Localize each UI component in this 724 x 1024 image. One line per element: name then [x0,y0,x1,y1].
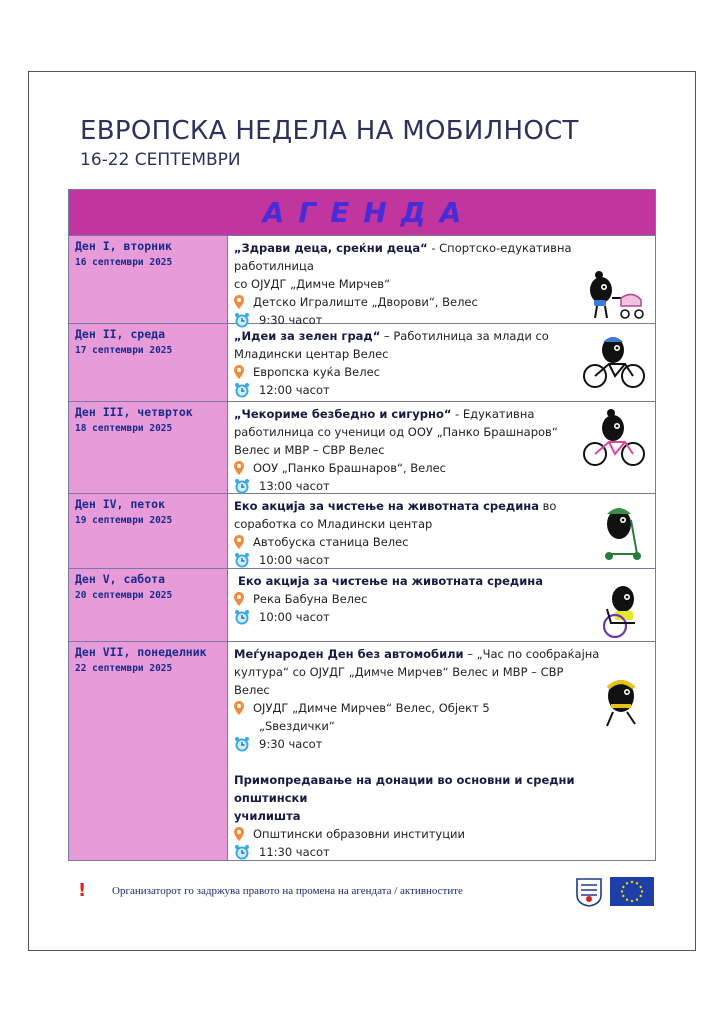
girl-with-stroller-icon [585,270,647,322]
day-date: 20 септември 2025 [75,590,173,601]
day-name: Ден III, четврток [75,405,193,419]
agenda-row [69,236,655,327]
event-cell [228,402,655,493]
event-location: Европска куќа Велес [253,365,380,379]
footer-note: Организаторот го задржува правото на промена на агендата / активностите [112,884,463,897]
day-cell [69,236,228,323]
event-time: 9:30 часот [259,313,323,327]
location-pin-icon [234,701,244,715]
event-location: ОЈУДГ „Димче Мирчев“ Велес, Објект 5 [253,701,490,715]
day-cell [69,494,228,568]
day-name: Ден I, вторник [75,239,172,253]
day-name: Ден II, среда [75,327,166,341]
alarm-clock-icon [234,382,250,398]
location-pin-icon [234,827,244,841]
day-date: 17 септември 2025 [75,345,173,356]
day-date: 22 септември 2025 [75,663,173,674]
event-desc-line: Младински центар Велес [234,347,389,361]
alarm-clock-icon [234,736,250,752]
day-date: 19 септември 2025 [75,515,173,526]
event-desc-line: со ОЈУДГ „Димче Мирчев“ [234,277,391,291]
event-time: 13:00 часот [259,479,330,493]
event-title: Еко акција за чистење на животната средина [238,574,543,588]
event-title: Меѓународен Ден без автомобили [234,647,464,661]
wheelchair-icon [597,583,647,639]
event-desc: во [539,499,557,513]
event-time: 10:00 часот [259,553,330,567]
exclamation-icon: ! [78,880,87,901]
location-pin-icon [234,535,244,549]
day-cell [69,324,228,401]
location-pin-icon [234,592,244,606]
event-time: 12:00 часот [259,383,330,397]
event-desc: – „Час по сообраќајна [463,647,600,661]
event-desc: – Работилница за млади со [380,329,549,343]
agenda-row [69,569,655,642]
agenda-row [69,642,655,860]
cyclist-icon [581,330,647,392]
footer-note-row [78,880,463,901]
location-pin-icon [234,295,244,309]
agenda-label: АГЕНДА [262,196,476,229]
event-cell [228,324,655,401]
event-title: „Идеи за зелен град“ [234,329,381,343]
day-name: Ден VII, понеделник [75,645,207,659]
girl-cyclist-icon [581,408,647,470]
event-location: Автобуска станица Велес [253,535,409,549]
event-cell [228,494,655,568]
event-location: Детско Игралиште „Дворови“, Велес [253,295,478,309]
event-time-2: 11:30 часот [259,845,330,859]
event-desc-line: култура“ со ОЈУДГ „Димче Мирчев“ Велес и МВР – СВР [234,665,564,679]
alarm-clock-icon [234,609,250,625]
agenda-header [69,190,655,236]
alarm-clock-icon [234,552,250,568]
event-title: „Здрави деца, среќни деца“ [234,241,428,255]
agenda-table [68,189,656,861]
event-title: „Чекориме безбедно и сигурно“ [234,407,452,421]
event-location: ООУ „Панко Брашнаров“, Велес [253,461,446,475]
runner-icon [599,672,647,732]
event-desc-line: Велес [234,683,270,697]
day-name: Ден V, сабота [75,572,166,586]
agenda-row [69,324,655,402]
location-pin-icon [234,461,244,475]
event-desc: - Спортско-едукативна работилница [234,241,572,273]
day-cell [69,402,228,493]
agenda-row [69,494,655,569]
day-date: 16 септември 2025 [75,257,173,268]
event-desc: - Едукативна [451,407,535,421]
agenda-row [69,402,655,494]
event-time: 9:30 часот [259,737,323,751]
event-title-2: Примопредавање на донации во основни и средни општински [234,773,575,805]
event-cell [228,642,655,860]
event-title-2-line: училишта [234,809,301,823]
event-title: Еко акција за чистење на животната средина [234,499,539,513]
event-time: 10:00 часот [259,610,330,624]
scooter-icon [597,498,647,562]
alarm-clock-icon [234,478,250,494]
event-location: Река Бабуна Велес [253,592,368,606]
alarm-clock-icon [234,844,250,860]
event-desc-line: работилница со ученици од ООУ „Панко Брашнаров“ [234,425,558,439]
location-pin-icon [234,365,244,379]
event-cell [228,236,655,327]
event-location-line: „Ѕвездички“ [259,719,335,733]
day-cell [69,642,228,860]
page-title: ЕВРОПСКА НЕДЕЛА НА МОБИЛНОСТ [80,116,579,146]
event-desc-line: соработка со Младински центар [234,517,433,531]
page-subtitle: 16-22 СЕПТЕМВРИ [80,150,241,170]
day-cell [69,569,228,641]
day-name: Ден IV, петок [75,497,166,511]
event-cell [228,569,655,641]
day-date: 18 септември 2025 [75,423,173,434]
red-cross-emblem-icon [575,877,603,907]
eu-flag-icon [610,877,654,906]
event-desc-line: Велес и МВР – СВР Велес [234,443,385,457]
event-location-2: Општински образовни институции [253,827,466,841]
